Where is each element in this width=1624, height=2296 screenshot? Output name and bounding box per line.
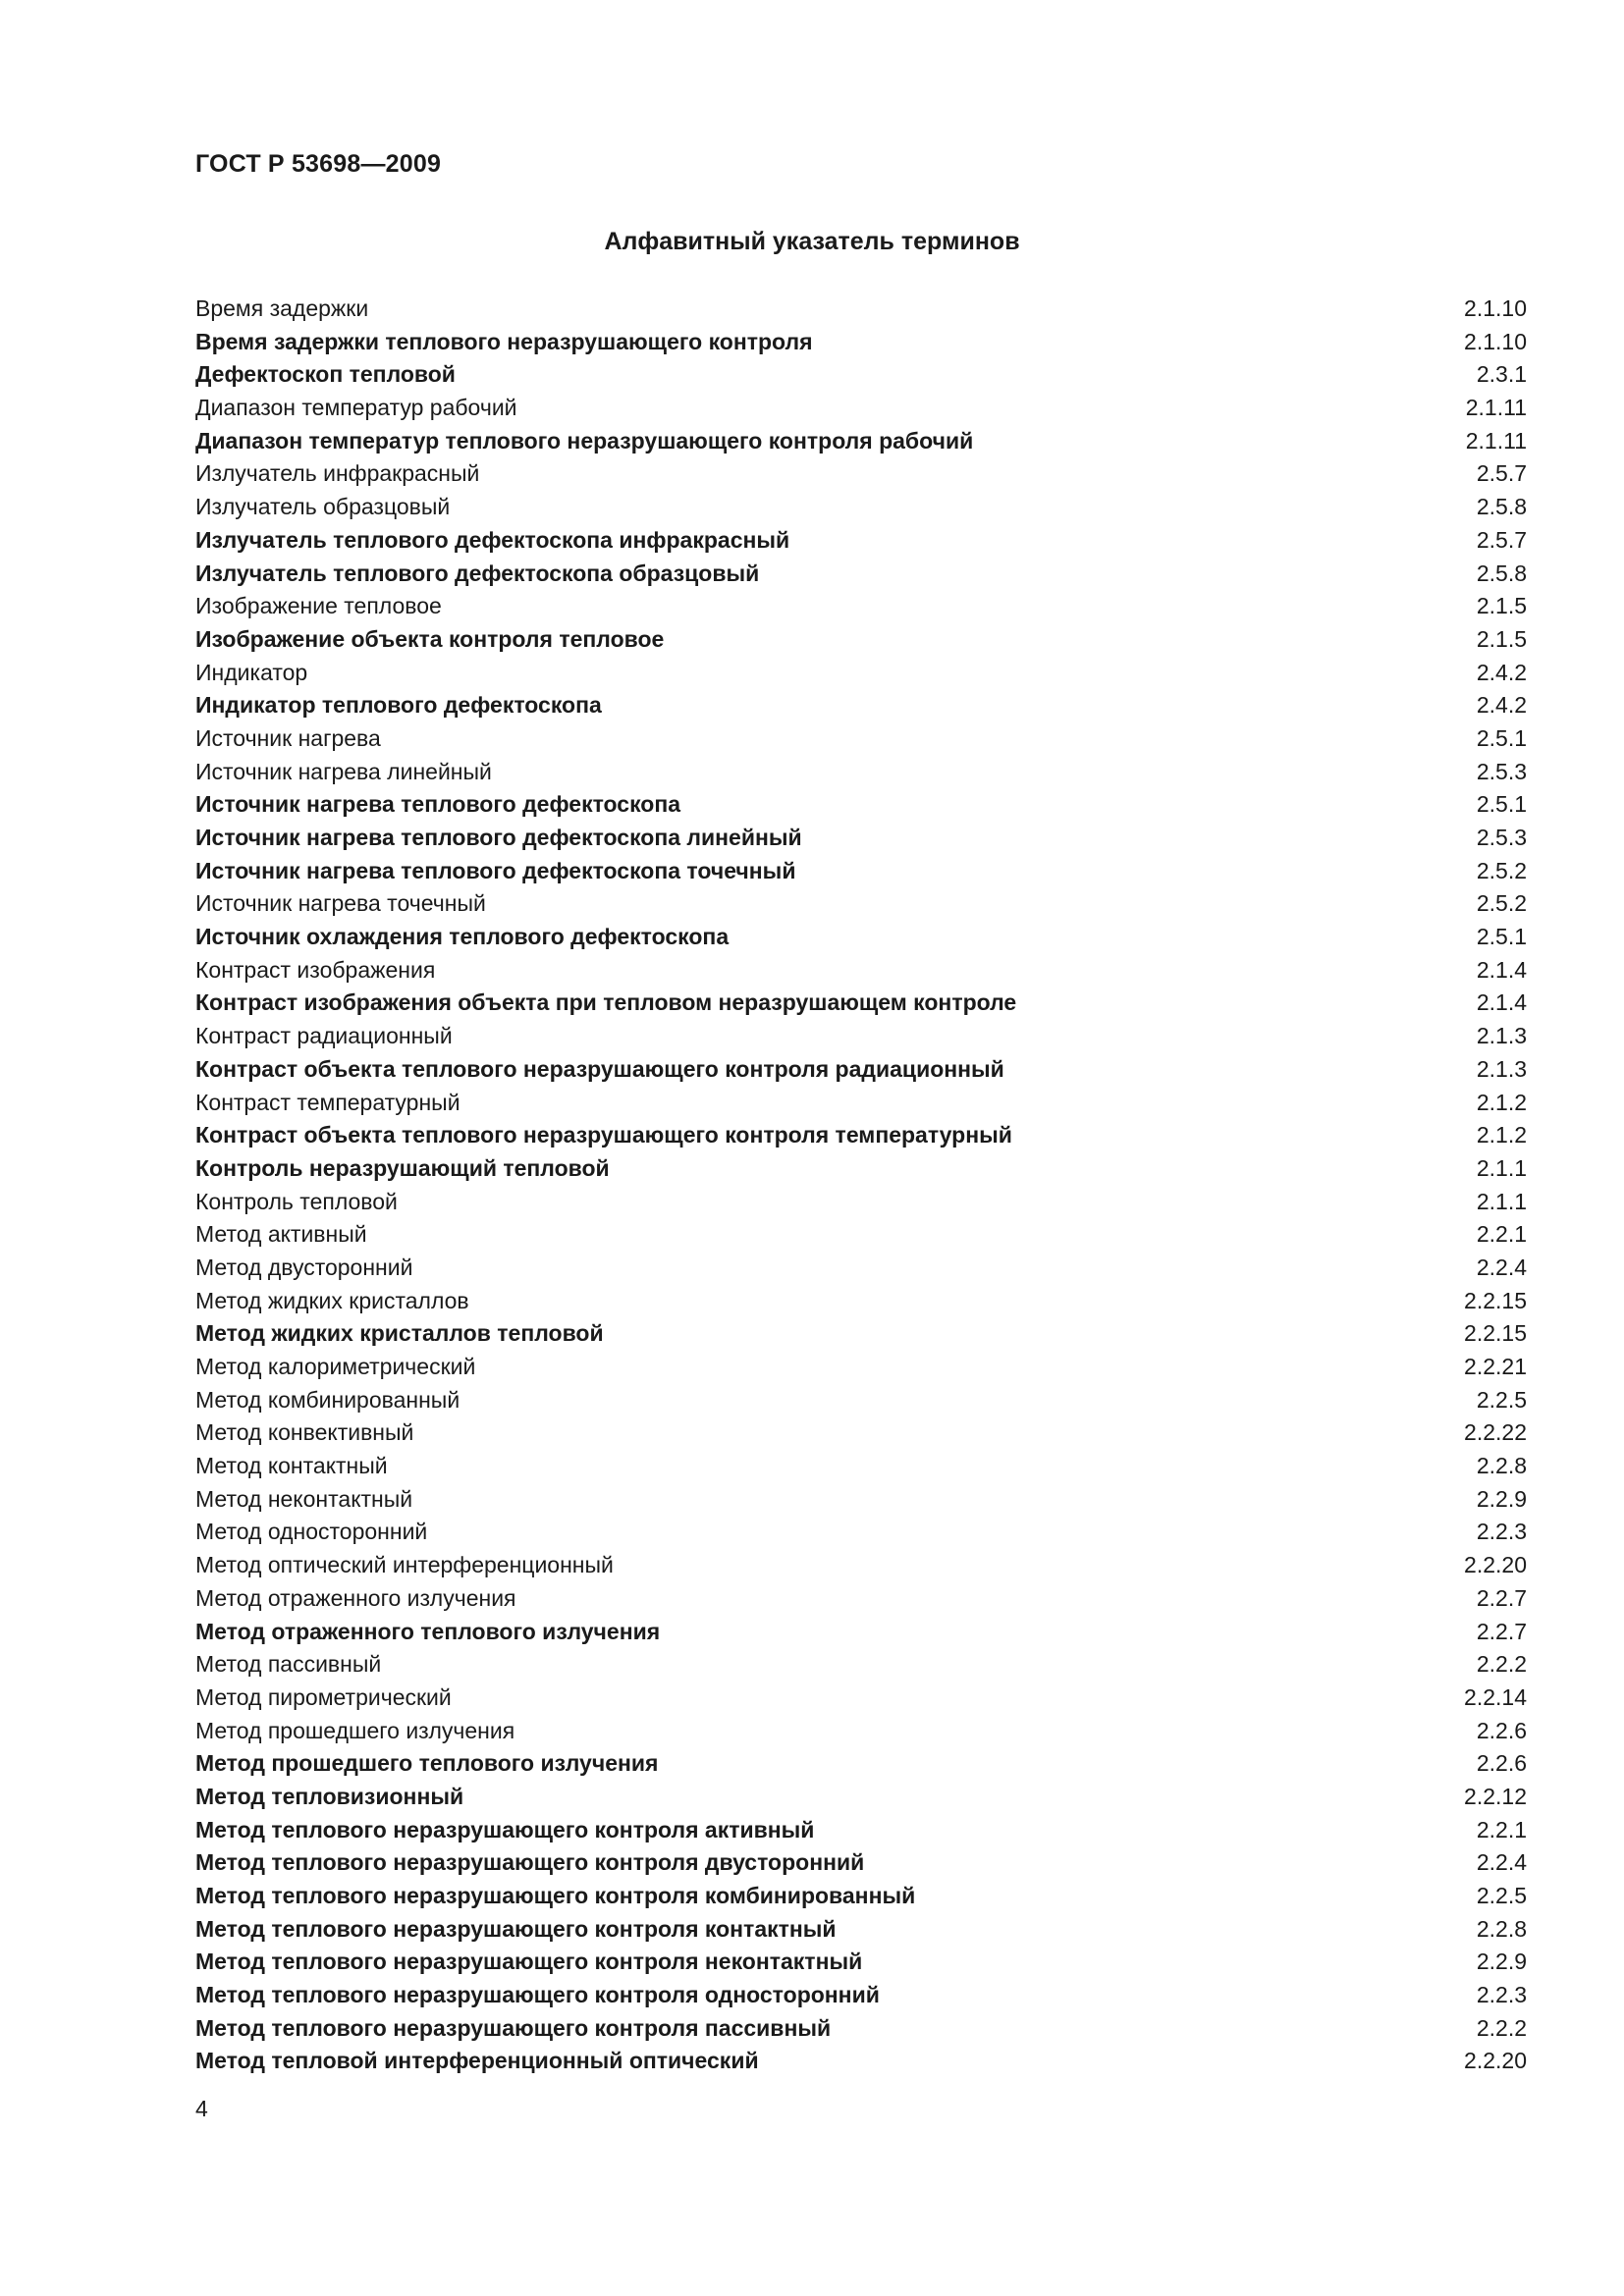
index-entry-term: Излучатель теплового дефектоскопа инфракрасный <box>195 526 790 553</box>
index-entry <box>195 1053 1527 1087</box>
index-entry-term: Метод жидких кристаллов тепловой <box>195 1320 604 1347</box>
index-entry <box>195 788 1527 822</box>
index-entry <box>195 1582 1527 1616</box>
index-entry <box>195 1648 1527 1682</box>
index-entry <box>195 1285 1527 1318</box>
index-entry-ref: 2.2.7 <box>1476 1584 1527 1611</box>
index-entry-ref: 2.1.3 <box>1476 1023 1527 1049</box>
index-entry-ref: 2.5.8 <box>1476 494 1527 520</box>
index-entry-ref: 2.5.1 <box>1476 724 1527 751</box>
index-entry-ref: 2.5.1 <box>1476 924 1527 950</box>
index-entry-term: Метод активный <box>195 1221 367 1248</box>
index-entry-ref: 2.2.2 <box>1476 2014 1527 2041</box>
index-entry-ref: 2.5.8 <box>1476 560 1527 586</box>
index-entry-term: Время задержки <box>195 295 369 321</box>
index-entry <box>195 1186 1527 1219</box>
index-entry <box>195 855 1527 888</box>
index-entry-ref: 2.5.2 <box>1476 857 1527 883</box>
index-entry <box>195 1252 1527 1285</box>
index-entry-ref: 2.2.6 <box>1476 1717 1527 1743</box>
index-entry-term: Индикатор <box>195 659 308 685</box>
index-entry <box>195 392 1527 425</box>
index-entry-term: Метод тепловой интерференционный оптический <box>195 2048 759 2074</box>
index-entry <box>195 954 1527 988</box>
document-header: ГОСТ Р 53698—2009 <box>195 150 442 178</box>
index-entry-ref: 2.1.3 <box>1476 1055 1527 1082</box>
index-entry <box>195 689 1527 722</box>
index-entry-term: Метод отраженного теплового излучения <box>195 1618 661 1644</box>
index-entry-ref: 2.2.8 <box>1476 1915 1527 1942</box>
index-entry-term: Время задержки теплового неразрушающего контроля <box>195 328 813 354</box>
index-entry-term: Источник нагрева теплового дефектоскопа точечный <box>195 857 796 883</box>
index-entry-ref: 2.2.7 <box>1476 1618 1527 1644</box>
index-entry-ref: 2.1.4 <box>1476 956 1527 983</box>
index-entry <box>195 1781 1527 1814</box>
index-entry-ref: 2.2.21 <box>1464 1354 1527 1379</box>
index-entry-ref: 2.2.4 <box>1476 1254 1527 1280</box>
index-entry-term: Изображение объекта контроля тепловое <box>195 625 665 652</box>
index-entry-ref: 2.2.9 <box>1476 1485 1527 1512</box>
index-entry-ref: 2.1.11 <box>1465 395 1527 421</box>
index-entry-ref: 2.1.2 <box>1476 1089 1527 1115</box>
index-entry <box>195 657 1527 690</box>
index-entry-term: Источник нагрева теплового дефектоскопа <box>195 791 681 818</box>
index-entry-ref: 2.1.10 <box>1464 328 1527 354</box>
index-entry-ref: 2.2.4 <box>1476 1849 1527 1876</box>
term-index-list <box>195 293 1527 2078</box>
index-entry-term: Излучатель инфракрасный <box>195 460 480 487</box>
index-entry-ref: 2.4.2 <box>1476 692 1527 719</box>
index-entry-ref: 2.2.1 <box>1476 1221 1527 1248</box>
index-entry <box>195 293 1527 326</box>
index-entry-term: Метод пассивный <box>195 1651 382 1678</box>
index-entry-term: Метод неконтактный <box>195 1485 413 1512</box>
index-entry <box>195 326 1527 359</box>
index-entry <box>195 524 1527 558</box>
index-entry <box>195 1317 1527 1351</box>
index-entry-term: Контраст изображения объекта при тепловом неразрушающем контроле <box>195 989 1017 1016</box>
index-entry-ref: 2.1.10 <box>1464 295 1527 321</box>
index-entry-term: Метод конвективный <box>195 1419 414 1446</box>
index-entry-ref: 2.5.1 <box>1476 791 1527 818</box>
index-entry-term: Контраст радиационный <box>195 1023 453 1049</box>
index-entry-term: Метод теплового неразрушающего контроля односторонний <box>195 1982 880 2008</box>
index-entry <box>195 887 1527 921</box>
index-entry-term: Метод контактный <box>195 1453 388 1479</box>
index-entry <box>195 1416 1527 1450</box>
index-entry <box>195 2045 1527 2078</box>
index-entry <box>195 1483 1527 1517</box>
index-entry-ref: 2.2.15 <box>1464 1287 1527 1313</box>
index-entry <box>195 987 1527 1020</box>
index-entry-term: Метод калориметрический <box>195 1354 476 1379</box>
index-entry-term: Источник нагрева <box>195 724 381 751</box>
index-entry <box>195 491 1527 524</box>
index-entry-ref: 2.1.5 <box>1476 625 1527 652</box>
index-entry-term: Метод теплового неразрушающего контроля комбинированный <box>195 1883 916 1908</box>
index-entry-ref: 2.2.2 <box>1476 1651 1527 1678</box>
index-entry-term: Метод теплового неразрушающего контроля контактный <box>195 1915 837 1942</box>
index-entry <box>195 1616 1527 1649</box>
index-entry-term: Источник нагрева линейный <box>195 758 492 784</box>
index-entry <box>195 822 1527 855</box>
index-entry-term: Метод жидких кристаллов <box>195 1287 469 1313</box>
index-entry-term: Метод теплового неразрушающего контроля двусторонний <box>195 1849 865 1876</box>
index-title: Алфавитный указатель терминов <box>604 228 1020 255</box>
index-entry-ref: 2.1.1 <box>1476 1154 1527 1181</box>
index-entry-ref: 2.2.8 <box>1476 1453 1527 1479</box>
index-entry-ref: 2.2.1 <box>1476 1816 1527 1842</box>
index-entry-ref: 2.5.7 <box>1476 526 1527 553</box>
index-entry <box>195 558 1527 591</box>
index-entry-term: Метод пирометрический <box>195 1683 452 1710</box>
index-entry <box>195 1715 1527 1748</box>
index-entry-ref: 2.2.9 <box>1476 1949 1527 1975</box>
index-entry <box>195 358 1527 392</box>
index-entry-ref: 2.2.6 <box>1476 1750 1527 1777</box>
index-entry-ref: 2.5.3 <box>1476 825 1527 850</box>
index-entry-term: Метод односторонний <box>195 1519 428 1545</box>
index-entry-term: Метод двусторонний <box>195 1254 413 1280</box>
index-entry-term: Индикатор теплового дефектоскопа <box>195 692 602 719</box>
index-entry-term: Метод прошедшего теплового излучения <box>195 1750 659 1777</box>
index-entry-term: Излучатель теплового дефектоскопа образцовый <box>195 560 760 586</box>
index-entry-ref: 2.2.5 <box>1476 1883 1527 1908</box>
index-entry <box>195 1218 1527 1252</box>
index-entry <box>195 1119 1527 1152</box>
index-entry-ref: 2.2.20 <box>1464 2048 1527 2074</box>
index-entry-term: Метод оптический интерференционный <box>195 1552 614 1578</box>
index-entry <box>195 1516 1527 1549</box>
index-entry <box>195 1087 1527 1120</box>
index-entry <box>195 590 1527 623</box>
index-entry-term: Диапазон температур теплового неразрушающего контроля рабочий <box>195 427 974 454</box>
index-entry-ref: 2.2.22 <box>1464 1419 1527 1446</box>
index-entry-term: Источник охлаждения теплового дефектоскопа <box>195 924 730 950</box>
index-entry-ref: 2.2.14 <box>1464 1683 1527 1710</box>
index-entry-term: Метод отраженного излучения <box>195 1584 516 1611</box>
index-entry-term: Метод теплового неразрушающего контроля активный <box>195 1816 815 1842</box>
index-entry <box>195 2012 1527 2046</box>
index-entry-ref: 2.2.20 <box>1464 1552 1527 1578</box>
index-entry <box>195 1384 1527 1417</box>
index-entry <box>195 1913 1527 1947</box>
index-entry <box>195 1450 1527 1483</box>
index-entry-ref: 2.4.2 <box>1476 659 1527 685</box>
index-entry-term: Источник нагрева теплового дефектоскопа линейный <box>195 825 802 850</box>
index-entry <box>195 1946 1527 1979</box>
index-entry <box>195 1351 1527 1384</box>
index-entry-ref: 2.1.1 <box>1476 1188 1527 1214</box>
index-entry-ref: 2.2.5 <box>1476 1386 1527 1413</box>
index-entry-term: Источник нагрева точечный <box>195 890 486 917</box>
index-entry-term: Дефектоскоп тепловой <box>195 361 456 388</box>
index-entry <box>195 623 1527 657</box>
index-entry-ref: 2.1.11 <box>1465 427 1527 454</box>
index-entry-ref: 2.2.12 <box>1464 1783 1527 1809</box>
index-entry-term: Контроль тепловой <box>195 1188 398 1214</box>
index-entry <box>195 1747 1527 1781</box>
index-entry-ref: 2.1.2 <box>1476 1122 1527 1148</box>
index-entry-ref: 2.2.3 <box>1476 1519 1527 1545</box>
index-entry-ref: 2.5.3 <box>1476 758 1527 784</box>
index-entry-term: Контраст температурный <box>195 1089 460 1115</box>
index-entry-term: Изображение тепловое <box>195 593 442 619</box>
index-entry <box>195 1682 1527 1715</box>
index-entry <box>195 1846 1527 1880</box>
index-entry-term: Диапазон температур рабочий <box>195 395 517 421</box>
index-entry <box>195 1020 1527 1053</box>
index-entry-term: Контраст объекта теплового неразрушающего контроля температурный <box>195 1122 1012 1148</box>
index-entry-term: Метод теплового неразрушающего контроля пассивный <box>195 2014 832 2041</box>
index-entry <box>195 1880 1527 1913</box>
index-entry-ref: 2.2.15 <box>1464 1320 1527 1347</box>
index-entry-term: Контроль неразрушающий тепловой <box>195 1154 610 1181</box>
index-entry-term: Метод тепловизионный <box>195 1783 464 1809</box>
page-number: 4 <box>195 2096 208 2121</box>
index-entry-ref: 2.3.1 <box>1476 361 1527 388</box>
index-entry-term: Метод теплового неразрушающего контроля неконтактный <box>195 1949 863 1975</box>
index-entry <box>195 1814 1527 1847</box>
index-entry-term: Метод комбинированный <box>195 1386 460 1413</box>
index-entry-ref: 2.2.3 <box>1476 1982 1527 2008</box>
index-entry <box>195 1152 1527 1186</box>
index-entry-term: Излучатель образцовый <box>195 494 451 520</box>
index-entry-term: Метод прошедшего излучения <box>195 1717 515 1743</box>
index-entry <box>195 1549 1527 1582</box>
index-entry <box>195 457 1527 491</box>
index-entry-term: Контраст объекта теплового неразрушающего контроля радиационный <box>195 1055 1004 1082</box>
index-entry-ref: 2.1.5 <box>1476 593 1527 619</box>
index-entry <box>195 722 1527 756</box>
index-entry-ref: 2.5.2 <box>1476 890 1527 917</box>
index-entry <box>195 1979 1527 2012</box>
index-entry-ref: 2.5.7 <box>1476 460 1527 487</box>
index-entry <box>195 756 1527 789</box>
index-entry-ref: 2.1.4 <box>1476 989 1527 1016</box>
index-entry <box>195 425 1527 458</box>
index-entry-term: Контраст изображения <box>195 956 436 983</box>
index-entry <box>195 921 1527 954</box>
